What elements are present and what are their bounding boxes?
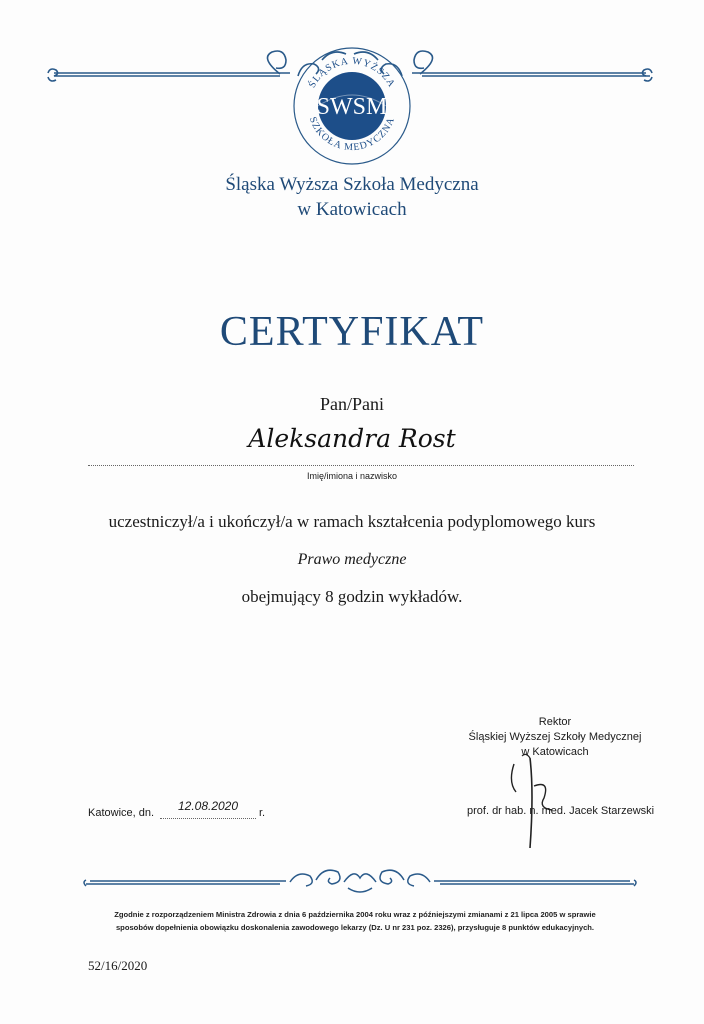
course-name: Prawo medyczne: [297, 551, 407, 568]
handwritten-signature: [500, 752, 580, 852]
completion-text: uczestniczył/a i ukończył/a w ramach kształcenia podyplomowego kurs: [108, 512, 596, 531]
seal-abbreviation: SWSM: [316, 94, 388, 120]
signatory-name: prof. dr hab. n. med. Jacek Starzewski: [467, 805, 655, 817]
salutation: Pan/Pani: [319, 394, 384, 414]
recipient-name: Aleksandra Rost: [248, 424, 456, 453]
name-caption: Imię/imiona i nazwisko: [306, 471, 398, 481]
signatory-institution: Śląskiej Wyższej Szkoły Medycznej: [468, 731, 642, 743]
bottom-ornament: [80, 860, 640, 900]
hours-text: obejmujący 8 godzin wykładów.: [241, 587, 463, 606]
name-dotted-line: [88, 465, 634, 466]
school-name-line1: Śląska Wyższa Szkoła Medyczna: [225, 174, 479, 195]
seal-ring-top-text: ŚLĄSKA WYŻSZA: [306, 55, 398, 90]
legal-note-line1: Zgodnie z rozporządzeniem Ministra Zdrowia z dnia 6 października 2004 roku wraz z późniejszymi zmianami z 21 lipca 2005 w sprawie: [114, 910, 596, 919]
school-seal-logo: [290, 44, 414, 168]
signatory-city: w Katowicach: [521, 746, 589, 758]
legal-note-line2: sposobów dopełnienia obowiązku doskonalenia zawodowego lekarzy (Dz. U nr 231 poz. 2326), przysługuje 8 punktów edukacyjnych.: [115, 923, 595, 932]
certificate-number: 52/16/2020: [88, 958, 148, 973]
school-name-line2: w Katowicach: [297, 199, 407, 220]
signatory-role: Rektor: [538, 716, 572, 728]
date-suffix: r.: [259, 807, 266, 819]
seal-ring-bottom-text: SZKOŁA MEDYCZNA: [306, 115, 398, 154]
certificate-title: CERTYFIKAT: [219, 309, 485, 355]
date-value: 12.08.2020: [177, 799, 239, 813]
date-dotted-line: [160, 818, 256, 819]
legal-note: [70, 908, 640, 934]
date-prefix: Katowice, dn.: [88, 807, 155, 819]
